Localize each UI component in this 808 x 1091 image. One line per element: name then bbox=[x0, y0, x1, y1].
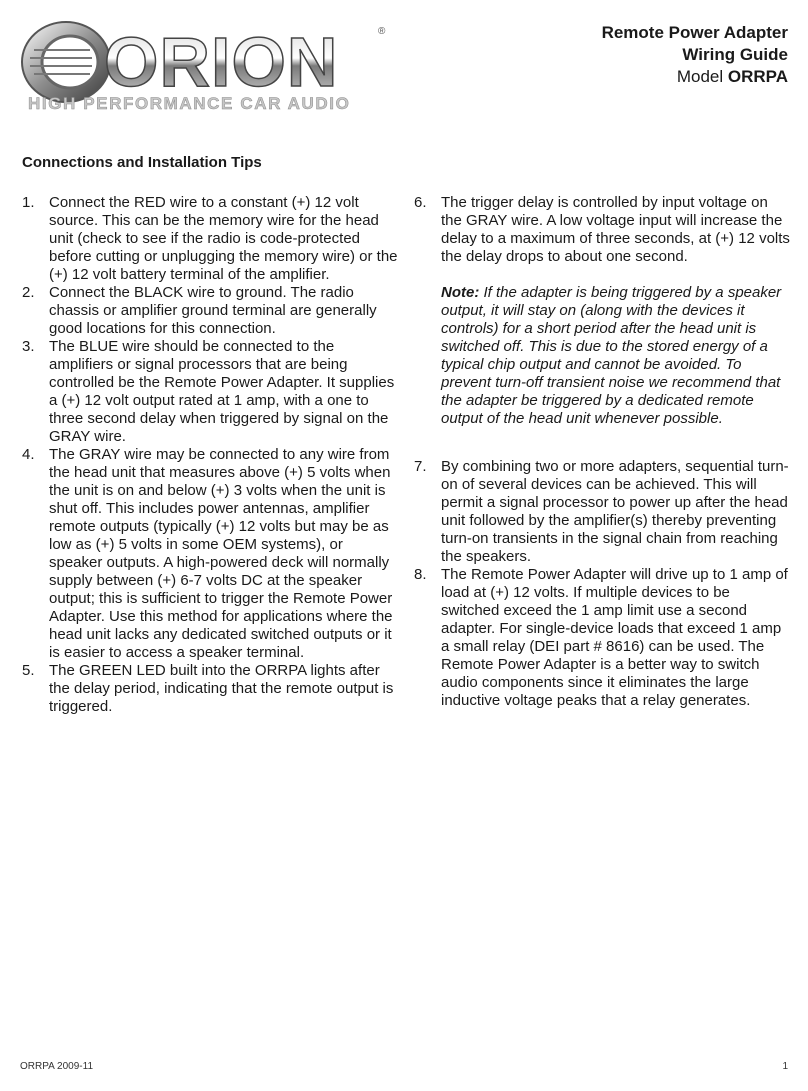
item-number: 7. bbox=[414, 458, 427, 475]
logo-tagline: HIGH PERFORMANCE CAR AUDIO bbox=[28, 94, 351, 113]
orion-logo bbox=[20, 20, 392, 114]
model-code: ORRPA bbox=[727, 67, 788, 86]
section-heading: Connections and Installation Tips bbox=[22, 154, 262, 171]
list-item bbox=[22, 662, 400, 716]
item-text: The GREEN LED built into the ORRPA lights after the delay period, indicating that the remote output is triggered. bbox=[49, 662, 394, 715]
left-column bbox=[22, 194, 400, 716]
list-item bbox=[414, 194, 790, 266]
item-text: The GRAY wire may be connected to any wire from the head unit that measures above (+) 5 volts when the unit is on and below (+) 3 volts when the unit is shut off. This includes power antennas, amplifier remote outputs (typically (+) 12 volts but may be as low as (+) 5 volts in some OEM systems), or speaker outputs. A high-powered deck will normally supply between (+) 6-7 volts DC at the speaker output; this is sufficient to trigger the Remote Power Adapter. Use this method for applications where the head unit lacks any dedicated switched outputs or it is easier to access a speaker terminal. bbox=[49, 446, 393, 661]
item-text: The Remote Power Adapter will drive up to 1 amp of load at (+) 12 volts. If multiple devices to be switched exceed the 1 amp limit use a second adapter. For single-device loads that exceed 1 amp a small relay (DEI part # 8616) can be used. The Remote Power Adapter is a better way to switch audio components since it eliminates the large inductive voltage peaks that a relay generates. bbox=[441, 566, 788, 709]
document-header bbox=[602, 22, 788, 88]
model-prefix: Model bbox=[676, 67, 728, 86]
logo-wordmark: ORION bbox=[104, 23, 339, 101]
item-number: 5. bbox=[22, 662, 35, 679]
item-number: 1. bbox=[22, 194, 35, 211]
item-text: Connect the RED wire to a constant (+) 12 volt source. This can be the memory wire for the head unit (check to see if the radio is code-protected before cutting or unplugging the memory wire) or the (+) 12 volt battery terminal of the amplifier. bbox=[49, 194, 398, 283]
footer-doc-id: ORRPA 2009-11 bbox=[20, 1061, 94, 1072]
header-model bbox=[602, 66, 788, 88]
list-item bbox=[414, 458, 790, 566]
item-text: Connect the BLACK wire to ground. The radio chassis or amplifier ground terminal are generally good locations for this connection. bbox=[49, 284, 377, 337]
item-number: 2. bbox=[22, 284, 35, 301]
note-text: If the adapter is being triggered by a speaker output, it will stay on (along with the devices it controls) for a short period after the head unit is switched off. This is due to the stored energy of a typical chip output and cannot be avoided. To prevent turn-off transient noise we recommend that the adapter be triggered by a dedicated remote output of the head unit whenever possible. bbox=[441, 284, 782, 427]
list-item bbox=[22, 338, 400, 446]
spacer bbox=[414, 428, 790, 458]
spacer bbox=[414, 266, 790, 284]
registered-mark: ® bbox=[378, 26, 386, 37]
item-number: 4. bbox=[22, 446, 35, 463]
header-subtitle: Wiring Guide bbox=[682, 45, 788, 64]
header-title: Remote Power Adapter bbox=[601, 23, 788, 42]
list-item bbox=[414, 566, 790, 710]
item-number: 3. bbox=[22, 338, 35, 355]
item-number: 6. bbox=[414, 194, 427, 211]
orion-logo-graphic bbox=[20, 20, 392, 114]
note-paragraph bbox=[441, 284, 790, 428]
note-label: Note: bbox=[441, 284, 480, 301]
item-text: By combining two or more adapters, sequential turn-on of several devices can be achieved. This will permit a signal processor to power up after the head unit followed by the amplifier(s) thereby preventing turn-on transients in the signal chain from reaching the speakers. bbox=[441, 458, 789, 565]
page-number: 1 bbox=[782, 1061, 788, 1072]
list-item bbox=[22, 446, 400, 662]
item-text: The BLUE wire should be connected to the amplifiers or signal processors that are being controlled be the Remote Power Adapter. It supplies a (+) 12 volt output rated at 1 amp, with a one to three second delay when triggered by signal on the GRAY wire. bbox=[49, 338, 395, 445]
list-item bbox=[22, 284, 400, 338]
list-item bbox=[22, 194, 400, 284]
item-text: The trigger delay is controlled by input voltage on the GRAY wire. A low voltage input will increase the delay to a maximum of three seconds, at (+) 12 volts the delay drops to about one second. bbox=[441, 194, 790, 265]
right-column bbox=[414, 194, 790, 710]
item-number: 8. bbox=[414, 566, 427, 583]
